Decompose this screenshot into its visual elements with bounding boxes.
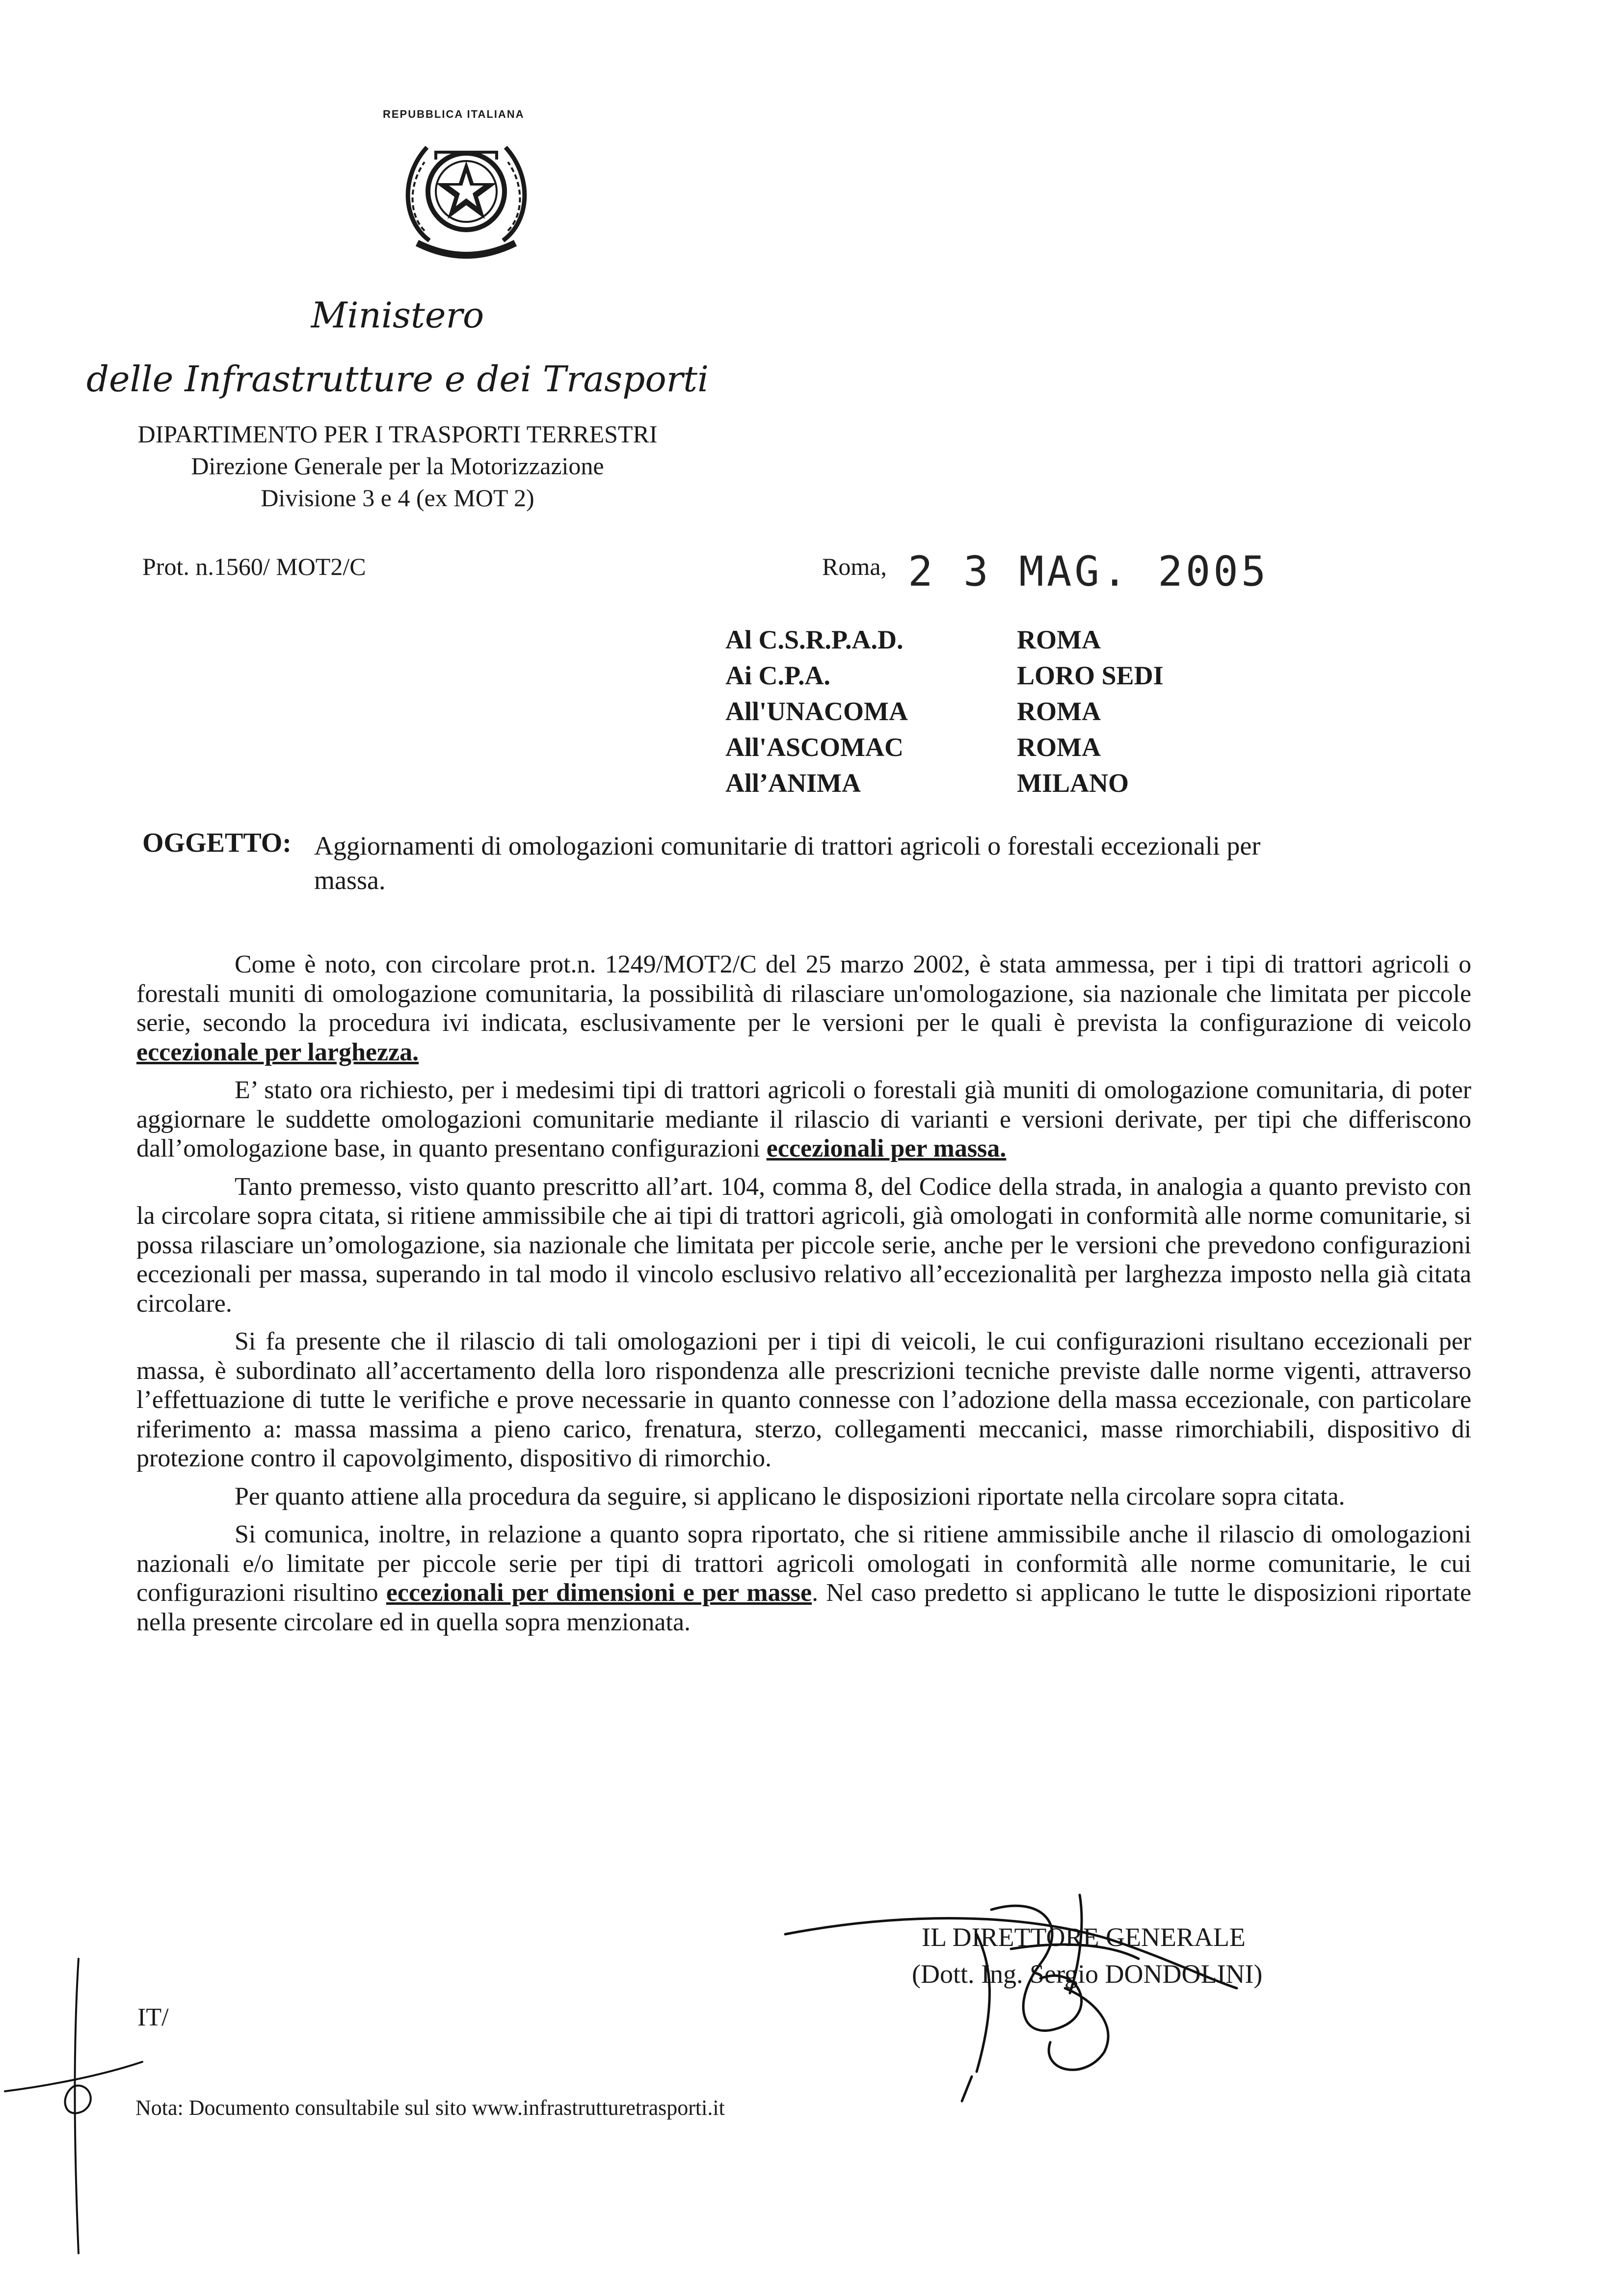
paragraph-5: Per quanto attiene alla procedura da seguire, si applicano le disposizioni riportate nella circolare sopra citata. bbox=[235, 1482, 1345, 1511]
recipient-name: All'UNACOMA bbox=[725, 697, 908, 726]
protocol-number: Prot. n.1560/ MOT2/C bbox=[142, 553, 366, 580]
recipient-city: ROMA bbox=[1017, 697, 1101, 726]
recipient-city: ROMA bbox=[1017, 625, 1101, 654]
ministry-name: Ministero bbox=[311, 295, 484, 336]
department-name: DIPARTIMENTO PER I TRASPORTI TERRESTRI bbox=[137, 420, 658, 448]
emphasis-dimensions: eccezionali per dimensioni e per masse bbox=[386, 1579, 812, 1607]
recipient-city: MILANO bbox=[1017, 768, 1129, 798]
paragraph-2: E’ stato ora richiesto, per i medesimi tipi di trattori agricoli o forestali già muniti di omologazione comunitaria, di poter aggiornare le suddette omologazioni comunitarie mediante il rilascio di varianti e versioni derivate, per tipi che differiscono dall’omologazione base, in quanto presentano configurazioni eccezionali per massa. bbox=[136, 1076, 1471, 1162]
footer-note: Nota: Documento consultabile sul sito www.infrastrutturetrasporti.it bbox=[135, 2096, 725, 2120]
handwritten-signature bbox=[766, 1865, 1453, 2101]
date-stamp: 2 3 MAG. 2005 bbox=[908, 547, 1269, 595]
recipient-name: All’ANIMA bbox=[725, 768, 861, 798]
recipient-city: ROMA bbox=[1017, 732, 1101, 762]
subject-text: Aggiornamenti di omologazioni comunitarie di trattori agricoli o forestali eccezionali per massa. bbox=[314, 831, 1261, 895]
paragraph-4: Si fa presente che il rilascio di tali omologazioni per i tipi di veicoli, le cui configurazioni risultano eccezionali per massa, è subordinato all’accertamento della loro rispondenza alle prescrizioni tecniche previste dalle norme vigenti, attraverso l’effettuazione di tutte le verifiche e prove necessarie in quanto connesse con l’adozione della massa eccezionale, con particolare riferimento a: massa massima a pieno carico, frenatura, sterzo, collegamenti meccanici, masse rimorchiabili, dispositivo di protezione contro il capovolgimento, dispositivo di rimorchio. bbox=[136, 1327, 1471, 1472]
emphasis-mass: eccezionali per massa. bbox=[766, 1134, 1007, 1162]
letter-body bbox=[136, 950, 1471, 1637]
subject-label: OGGETTO: bbox=[142, 828, 292, 858]
recipient-name: All'ASCOMAC bbox=[725, 732, 904, 762]
recipient-name: Ai C.P.A. bbox=[725, 661, 831, 690]
emblem-text: REPUBBLICA ITALIANA bbox=[383, 108, 525, 120]
signatory-name: (Dott. Ing. Sergio DONDOLINI) bbox=[912, 1959, 1263, 1989]
signatory-title: IL DIRETTORE GENERALE bbox=[922, 1922, 1246, 1952]
direction-name: Direzione Generale per la Motorizzazione bbox=[191, 452, 604, 480]
republic-emblem bbox=[383, 108, 550, 285]
margin-mark bbox=[0, 1939, 147, 2283]
paragraph-6: Si comunica, inoltre, in relazione a quanto sopra riportato, che si ritiene ammissibile anche il rilascio di omologazioni nazionali e/o limitate per piccole serie per tipi di trattori agricoli omologati in conformità alle norme comunitarie, le cui configurazioni risultino eccezionali per dimensioni e per masse. Nel caso predetto si applicano le tutte le disposizioni riportate nella presente circolare ed in quella sopra menzionata. bbox=[136, 1520, 1471, 1636]
recipient-city: LORO SEDI bbox=[1017, 661, 1164, 690]
paragraph-1: Come è noto, con circolare prot.n. 1249/MOT2/C del 25 marzo 2002, è stata ammessa, per i tipi di trattori agricoli o forestali muniti di omologazione comunitaria, la possibilità di rilasciare un'omologazione, sia nazionale che limitata per piccole serie, secondo la procedura ivi indicata, esclusivamente per le versioni per le quali è prevista la configurazione di veicolo eccezionale per larghezza. bbox=[136, 950, 1471, 1066]
emphasis-width: eccezionale per larghezza. bbox=[136, 1038, 419, 1066]
ministry-subtitle: delle Infrastrutture e dei Trasporti bbox=[86, 358, 709, 400]
place-label: Roma, bbox=[822, 553, 887, 580]
recipient-name: Al C.S.R.P.A.D. bbox=[725, 625, 904, 654]
paragraph-3: Tanto premesso, visto quanto prescritto all’art. 104, comma 8, del Codice della strada, in analogia a quanto previsto con la circolare sopra citata, si ritiene ammissibile che ai tipi di trattori agricoli, già omologati in conformità alle norme comunitarie, si possa rilasciare un’omologazione, sia nazionale che limitata per piccole serie, anche per le versioni che prevedono configurazioni eccezionali per massa, superando in tal modo il vincolo esclusivo relativo all’eccezionalità per larghezza imposto nella già citata circolare. bbox=[136, 1172, 1471, 1318]
division-name: Divisione 3 e 4 (ex MOT 2) bbox=[261, 484, 534, 512]
internal-reference: IT/ bbox=[137, 2003, 169, 2031]
